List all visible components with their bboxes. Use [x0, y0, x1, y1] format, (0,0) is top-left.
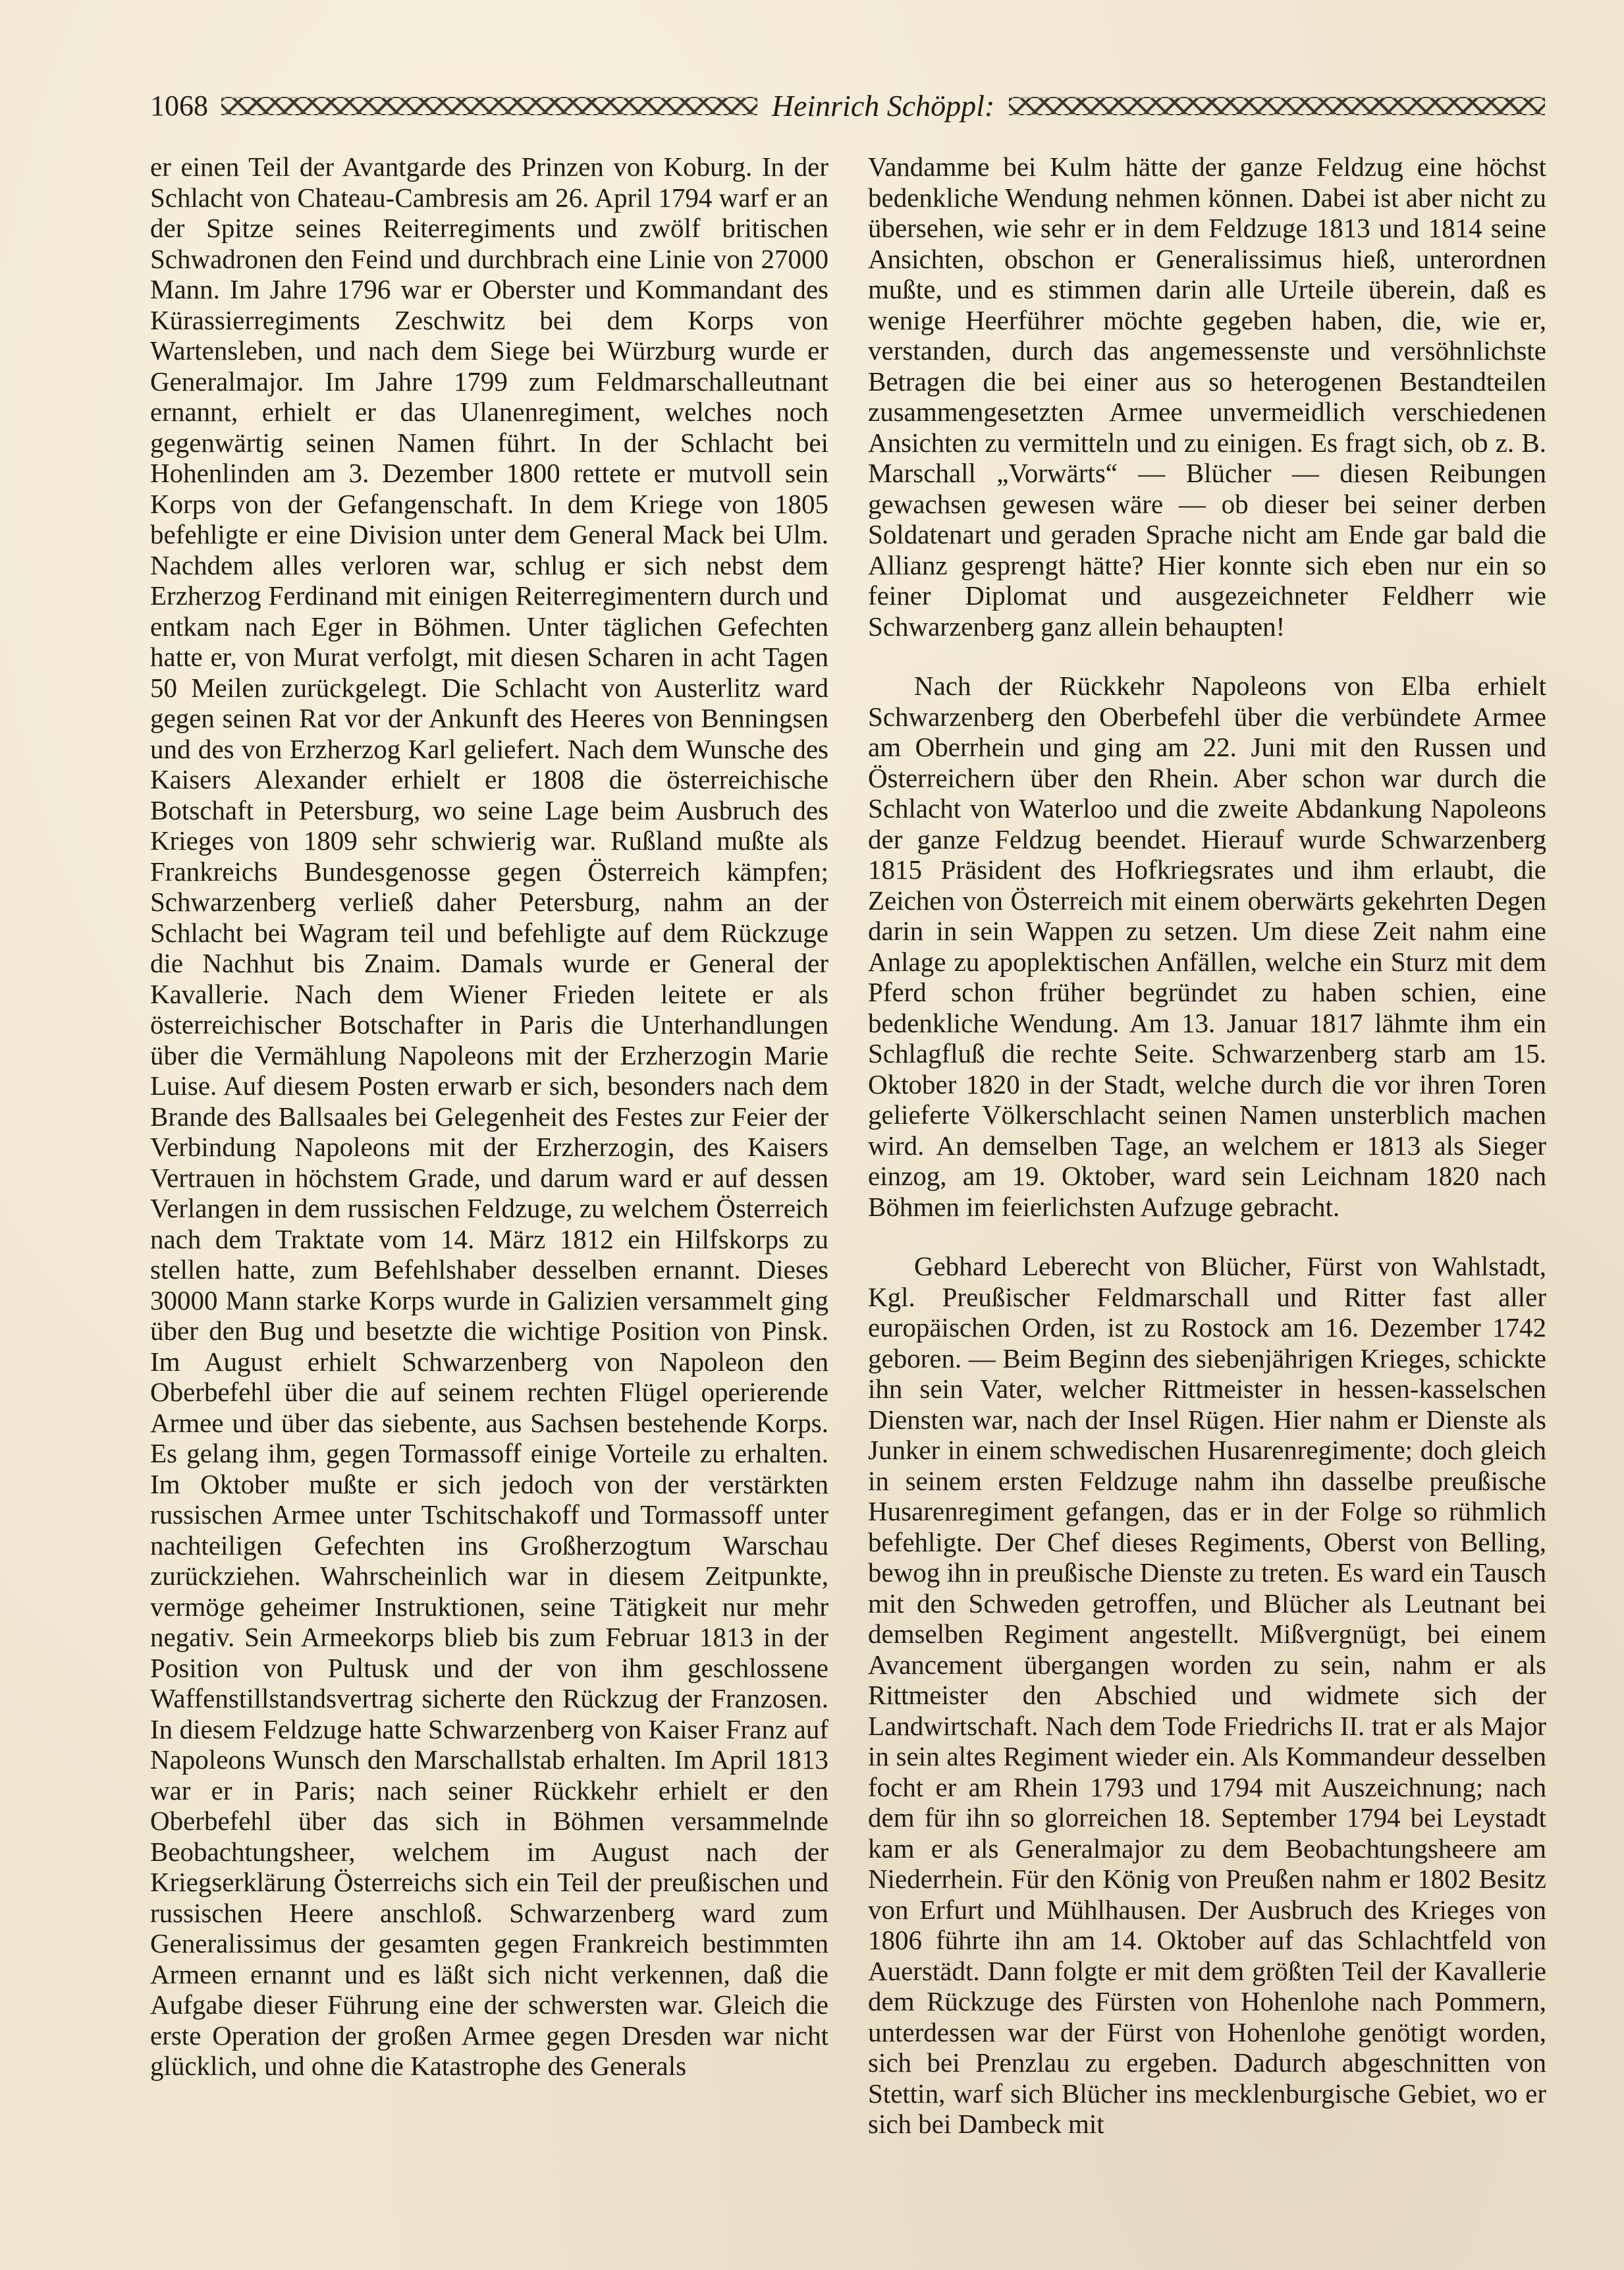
ornament-rule-right [1009, 97, 1545, 115]
left-column [150, 152, 828, 2082]
right-paragraph-3: Gebhard Leberecht von Blücher, Fürst von Wahlstadt, Kgl. Preußischer Feldmarschall und Ritter fast aller europäischen Orden, ist zu Rostock am 16. Dezember 1742 geboren. — Beim Beginn des siebenjährigen Krieges, schickte ihn sein Vater, welcher Rittmeister in hessen-kasselschen Diensten war, nach der Insel Rügen. Hier nahm er Dienste als Junker in einem schwedischen Husarenregimente; doch gleich in seinem ersten Feldzuge nahm ihn dasselbe preußische Husarenregiment gefangen, das er in der Folge so rühmlich befehligte. Der Chef dieses Regiments, Oberst von Belling, bewog ihn in preußische Dienste zu treten. Es ward ein Tausch mit den Schweden getroffen, und Blücher als Leutnant bei demselben Regiment angestellt. Mißvergnügt, bei einem Avancement übergangen worden zu sein, nahm er als Rittmeister den Abschied und widmete sich der Landwirtschaft. Nach dem Tode Friedrichs II. trat er als Major in sein altes Regiment wieder ein. Als Kommandeur desselben focht er am Rhein 1793 und 1794 mit Auszeichnung; nach dem für ihn so glorreichen 18. September 1794 bei Leystadt kam er als Generalmajor zu dem Beobachtungsheere am Niederrhein. Für den König von Preußen nahm er 1802 Besitz von Erfurt und Mühlhausen. Der Ausbruch des Krieges von 1806 führte ihn am 14. Oktober auf das Schlachtfeld von Auerstädt. Dann folgte er mit dem größten Teil der Kavallerie dem Rückzuge des Fürsten von Hohenlohe nach Pommern, unterdessen war der Fürst von Hohenlohe genötigt worden, sich bei Prenzlau zu ergeben. Dadurch abgeschnitten von Stettin, warf sich Blücher ins mecklenburgische Gebiet, wo er sich bei Dambeck mit [868, 1251, 1546, 2139]
page-number: 1068 [150, 90, 208, 122]
right-column [868, 152, 1546, 2140]
right-paragraph-2: Nach der Rückkehr Napoleons von Elba erhielt Schwarzenberg den Oberbefehl über die verbündete Armee am Oberrhein und ging am 22. Juni mit den Russen und Österreichern über den Rhein. Aber schon war durch die Schlacht von Waterloo und die zweite Abdankung Napoleons der ganze Feldzug beendet. Hierauf wurde Schwarzenberg 1815 Präsident des Hofkriegsrates und ihm erlaubt, die Zeichen von Österreich mit einem oberwärts gekehrten Degen darin in sein Wappen zu setzen. Um diese Zeit nahm eine Anlage zu apoplektischen Anfällen, welche ein Sturz mit dem Pferd schon früher begründet zu haben schien, eine bedenkliche Wendung. Am 13. Januar 1817 lähmte ihm ein Schlagfluß die rechte Seite. Schwarzenberg starb am 15. Oktober 1820 in der Stadt, welche durch die vor ihren Toren gelieferte Völkerschlacht seinen Namen unsterblich machen wird. An demselben Tage, an welchem er 1813 als Sieger einzog, am 19. Oktober, ward sein Leichnam 1820 nach Böhmen im feierlichsten Aufzuge gebracht. [868, 671, 1546, 1222]
page-header [150, 84, 1545, 128]
left-paragraph-1: er einen Teil der Avantgarde des Prinzen von Koburg. In der Schlacht von Chateau-Cambresis am 26. April 1794 warf er an der Spitze seines Reiterregiments und zwölf britischen Schwadronen den Feind und durchbrach eine Linie von 27000 Mann. Im Jahre 1796 war er Oberster und Kommandant des Kürassierregiments Zeschwitz bei dem Korps von Wartensleben, und nach dem Siege bei Würzburg wurde er Generalmajor. Im Jahre 1799 zum Feldmarschalleutnant ernannt, erhielt er das Ulanenregiment, welches noch gegenwärtig seinen Namen führt. In der Schlacht bei Hohenlinden am 3. Dezember 1800 rettete er mutvoll sein Korps von der Gefangenschaft. In dem Kriege von 1805 befehligte er eine Division unter dem General Mack bei Ulm. Nachdem alles verloren war, schlug er sich nebst dem Erzherzog Ferdinand mit einigen Reiterregimentern durch und entkam nach Eger in Böhmen. Unter täglichen Gefechten hatte er, von Murat verfolgt, mit diesen Scharen in acht Tagen 50 Meilen zurückgelegt. Die Schlacht von Austerlitz ward gegen seinen Rat vor der Ankunft des Heeres von Benningsen und des von Erzherzog Karl geliefert. Nach dem Wunsche des Kaisers Alexander erhielt er 1808 die österreichische Botschaft in Petersburg, wo seine Lage beim Ausbruch des Krieges von 1809 sehr schwierig war. Rußland mußte als Frankreichs Bundesgenosse gegen Österreich kämpfen; Schwarzenberg verließ daher Petersburg, nahm an der Schlacht bei Wagram teil und befehligte auf dem Rückzuge die Nachhut bis Znaim. Damals wurde er General der Kavallerie. Nach dem Wiener Frieden leitete er als österreichischer Botschafter in Paris die Unterhandlungen über die Vermählung Napoleons mit der Erzherzogin Marie Luise. Auf diesem Posten erwarb er sich, besonders nach dem Brande des Ballsaales bei Gelegenheit des Festes zur Feier der Verbindung Napoleons mit der Erzherzogin, des Kaisers Vertrauen in höchstem Grade, und darum ward er auf dessen Verlangen in dem russischen Feldzuge, zu welchem Österreich nach dem Traktate vom 14. März 1812 ein Hilfskorps zu stellen hatte, zum Befehlshaber desselben ernannt. Dieses 30000 Mann starke Korps wurde in Galizien versammelt ging über den Bug und besetzte die wichtige Position von Pinsk. Im August erhielt Schwarzenberg von Napoleon den Oberbefehl über die auf seinem rechten Flügel operierende Armee und über das siebente, aus Sachsen bestehende Korps. Es gelang ihm, gegen Tormassoff einige Vorteile zu erhalten. Im Oktober mußte er sich jedoch von der verstärkten russischen Armee unter Tschitschakoff und Tormassoff unter nachteiligen Gefechten ins Großherzogtum Warschau zurückziehen. Wahrscheinlich war in diesem Zeitpunkte, vermöge geheimer Instruktionen, seine Tätigkeit nur mehr negativ. Sein Armeekorps blieb bis zum Februar 1813 in der Position von Pultusk und der von ihm geschlossene Waffenstillstandsvertrag sicherte den Rückzug der Franzosen. In diesem Feldzuge hatte Schwarzenberg von Kaiser Franz auf Napoleons Wunsch den Marschallstab erhalten. Im April 1813 war er in Paris; nach seiner Rückkehr erhielt er den Oberbefehl über das sich in Böhmen versammelnde Beobachtungsheer, welchem im August nach der Kriegserklärung Österreichs sich ein Teil der preußischen und russischen Heere anschloß. Schwarzenberg ward zum Generalissimus der gesamten gegen Frankreich bestimmten Armeen ernannt und es läßt sich nicht verkennen, daß die Aufgabe dieser Führung eine der schwersten war. Gleich die erste Operation der großen Armee gegen Dresden war nicht glücklich, und ohne die Katastrophe des Generals [150, 152, 828, 2081]
ornament-rule-left [221, 97, 757, 115]
right-paragraph-1: Vandamme bei Kulm hätte der ganze Feldzug eine höchst bedenkliche Wendung nehmen können. Dabei ist aber nicht zu übersehen, wie sehr er in dem Feldzuge 1813 und 1814 seine Ansichten, obschon er Generalissimus hieß, unterordnen mußte, und es stimmen darin alle Urteile überein, daß es wenige Heerführer möchte gegeben haben, die, wie er, verstanden, durch das angemessenste und versöhnlichste Betragen die bei einer aus so heterogenen Bestandteilen zusammengesetzten Armee unvermeidlich verschiedenen Ansichten zu vermitteln und zu einigen. Es fragt sich, ob z. B. Marschall „Vorwärts“ — Blücher — diesen Reibungen gewachsen gewesen wäre — ob dieser bei seiner derben Soldatenart und geraden Sprache nicht am Ende gar bald die Allianz gesprengt hätte? Hier konnte sich eben nur ein so feiner Diplomat und ausgezeichneter Feldherr wie Schwarzenberg ganz allein behaupten! [868, 152, 1546, 642]
running-head: Heinrich Schöppl: [771, 89, 995, 123]
